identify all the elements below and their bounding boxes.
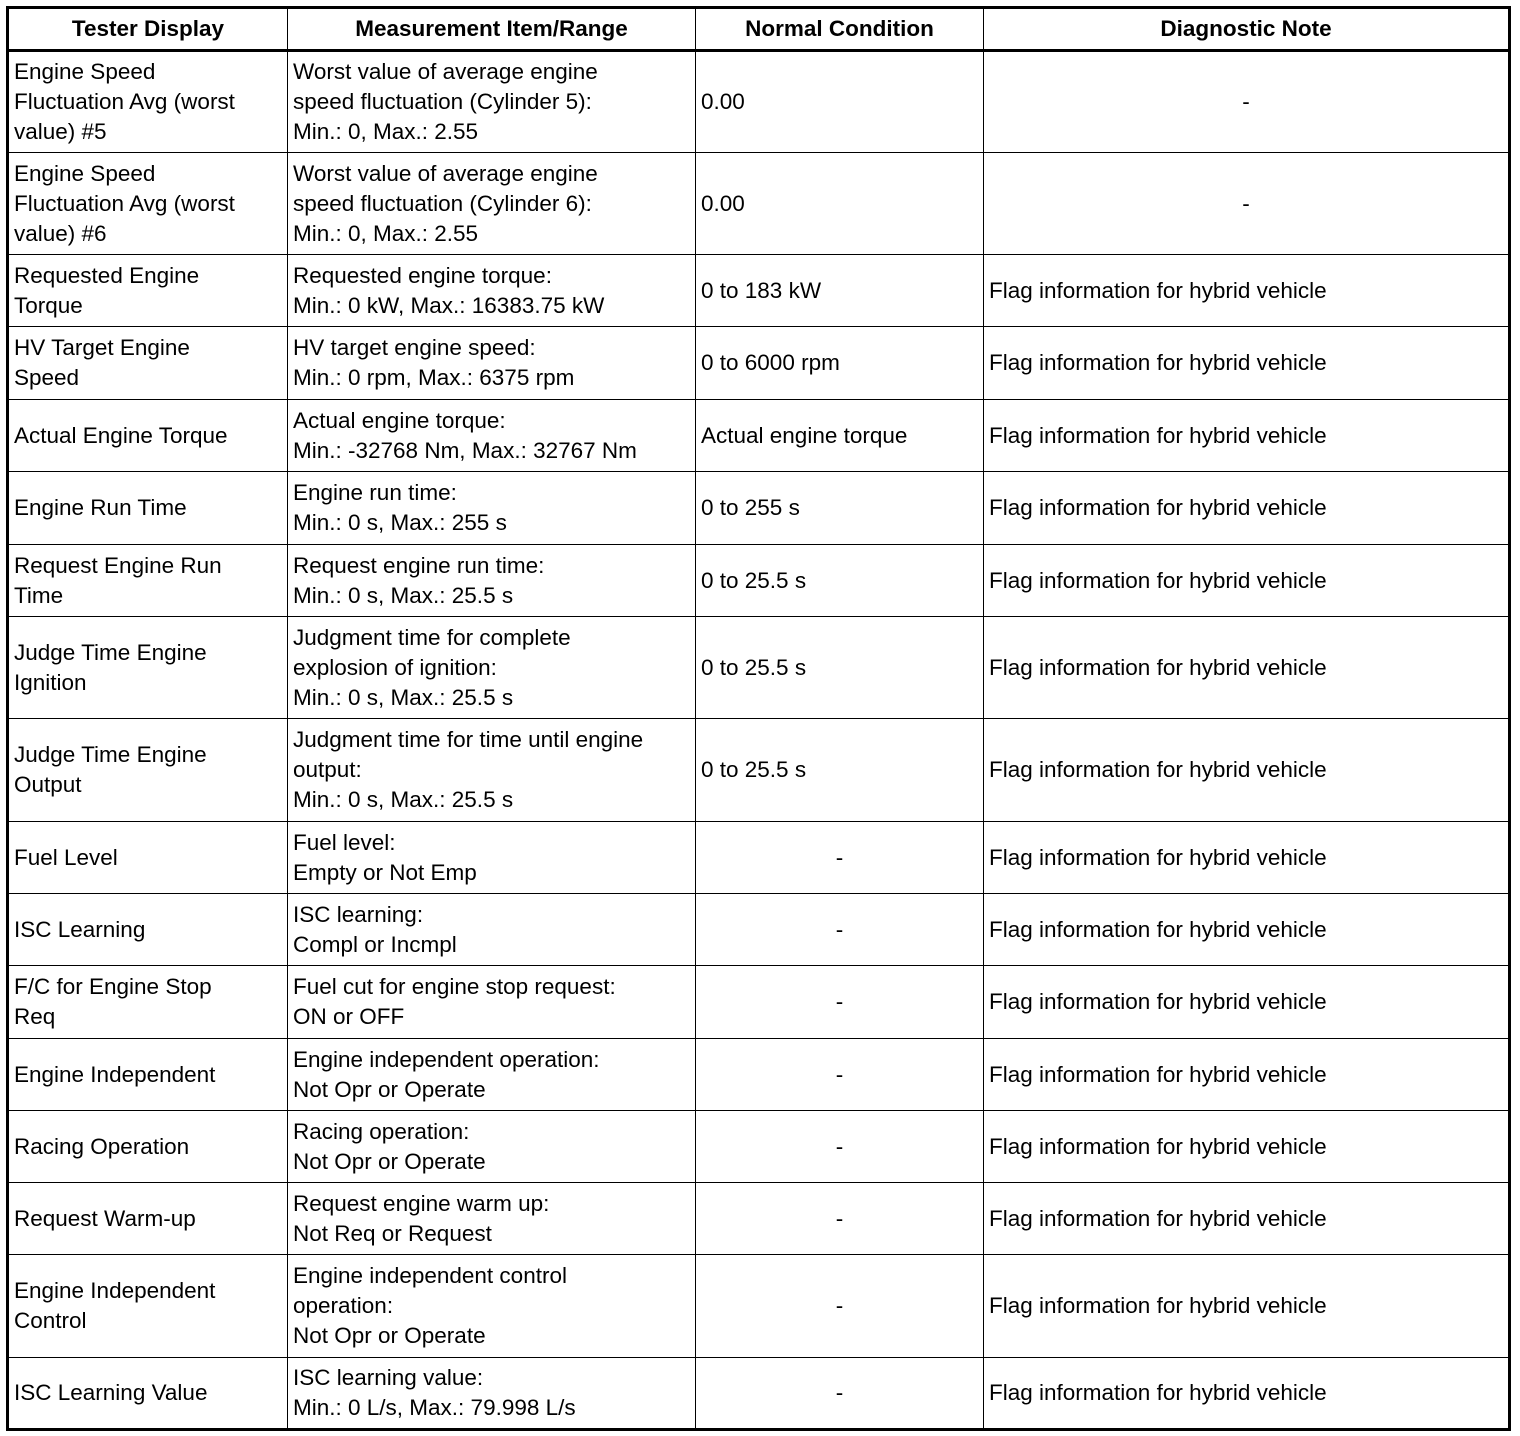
tester-display-line: Fuel Level [14, 844, 118, 870]
table-row [8, 255, 1510, 327]
cell-measurement-item-range [288, 327, 696, 400]
tester-display-line: Judge Time Engine [14, 742, 207, 767]
measurement-line: Min.: 0 s, Max.: 25.5 s [293, 787, 514, 812]
cell-tester-display [8, 1039, 288, 1111]
table-row [8, 1255, 1510, 1358]
cell-normal-condition: 0.00 [696, 153, 984, 255]
cell-diagnostic-note: Flag information for hybrid vehicle [984, 719, 1510, 822]
measurement-line: Min.: 0 rpm, Max.: 6375 rpm [293, 365, 575, 390]
measurement-line: Not Opr or Operate [293, 1148, 486, 1174]
table-row [8, 327, 1510, 400]
tester-display-line: Engine Speed [14, 59, 156, 84]
measurement-line: Empty or Not Emp [293, 859, 477, 885]
cell-measurement-item-range [288, 894, 696, 966]
tester-display-line: Engine Speed [14, 160, 156, 186]
measurement-line: Request engine run time: [293, 552, 545, 578]
table-row [8, 51, 1510, 153]
cell-measurement-item-range [288, 1111, 696, 1183]
cell-normal-condition: 0 to 25.5 s [696, 719, 984, 822]
cell-measurement-item-range [288, 472, 696, 545]
measurement-line: Not Opr or Operate [293, 1076, 486, 1102]
cell-measurement-item-range [288, 255, 696, 327]
measurement-line: Judgment time for complete [293, 624, 571, 650]
cell-normal-condition: - [696, 1111, 984, 1183]
measurement-line: Engine independent operation: [293, 1046, 600, 1072]
table-row [8, 822, 1510, 894]
tester-display-line: Engine Independent [14, 1278, 216, 1303]
cell-tester-display [8, 1255, 288, 1358]
cell-tester-display [8, 545, 288, 617]
measurement-line: Compl or Incmpl [293, 931, 457, 957]
table-row [8, 1358, 1510, 1430]
cell-diagnostic-note: Flag information for hybrid vehicle [984, 966, 1510, 1039]
tester-display-line: Request Engine Run [14, 552, 222, 578]
measurement-line: Engine run time: [293, 480, 457, 505]
tester-display-line: Fluctuation Avg (worst [14, 190, 235, 216]
tester-display-line: Ignition [14, 669, 87, 695]
cell-normal-condition: 0 to 6000 rpm [696, 327, 984, 400]
tester-display-line: Requested Engine [14, 262, 200, 288]
tester-display-line: value) #6 [14, 220, 107, 246]
measurement-line: Min.: -32768 Nm, Max.: 32767 Nm [293, 437, 637, 463]
cell-tester-display [8, 894, 288, 966]
cell-normal-condition: 0 to 25.5 s [696, 545, 984, 617]
measurement-line: output: [293, 757, 362, 782]
cell-diagnostic-note: Flag information for hybrid vehicle [984, 472, 1510, 545]
cell-normal-condition: - [696, 1039, 984, 1111]
cell-tester-display [8, 255, 288, 327]
tester-display-line: Control [14, 1308, 87, 1333]
tester-display-line: ISC Learning [14, 916, 146, 942]
measurement-line: Min.: 0 s, Max.: 25.5 s [293, 684, 514, 710]
measurement-line: explosion of ignition: [293, 654, 497, 680]
cell-measurement-item-range [288, 51, 696, 153]
tester-display-line: Output [14, 772, 82, 797]
cell-diagnostic-note: Flag information for hybrid vehicle [984, 327, 1510, 400]
cell-diagnostic-note: Flag information for hybrid vehicle [984, 822, 1510, 894]
cell-measurement-item-range [288, 1039, 696, 1111]
table-row [8, 472, 1510, 545]
cell-diagnostic-note: Flag information for hybrid vehicle [984, 545, 1510, 617]
measurement-line: Request engine warm up: [293, 1190, 550, 1216]
cell-measurement-item-range [288, 719, 696, 822]
cell-normal-condition: 0 to 255 s [696, 472, 984, 545]
tester-display-line: value) #5 [14, 119, 107, 144]
column-header-tester-display: Tester Display [8, 8, 288, 51]
cell-measurement-item-range [288, 400, 696, 472]
cell-measurement-item-range [288, 1183, 696, 1255]
tester-display-line: Torque [14, 292, 83, 318]
cell-diagnostic-note: - [984, 51, 1510, 153]
cell-normal-condition: 0 to 25.5 s [696, 617, 984, 719]
cell-measurement-item-range [288, 1358, 696, 1430]
tester-display-line: Req [14, 1004, 56, 1029]
tester-display-line: Fluctuation Avg (worst [14, 89, 235, 114]
measurement-line: speed fluctuation (Cylinder 6): [293, 190, 592, 216]
tester-display-line: Racing Operation [14, 1133, 190, 1159]
measurement-line: Min.: 0 L/s, Max.: 79.998 L/s [293, 1395, 576, 1420]
cell-normal-condition: Actual engine torque [696, 400, 984, 472]
cell-tester-display [8, 1183, 288, 1255]
column-header-diagnostic-note: Diagnostic Note [984, 8, 1510, 51]
tester-display-line: Engine Independent [14, 1061, 216, 1087]
measurement-line: Min.: 0, Max.: 2.55 [293, 119, 479, 144]
measurement-line: HV target engine speed: [293, 335, 536, 360]
cell-diagnostic-note: Flag information for hybrid vehicle [984, 1255, 1510, 1358]
measurement-line: speed fluctuation (Cylinder 5): [293, 89, 592, 114]
table-row [8, 966, 1510, 1039]
measurement-line: Worst value of average engine [293, 59, 598, 84]
tester-display-line: Time [14, 582, 64, 608]
cell-tester-display [8, 1358, 288, 1430]
measurement-line: Not Req or Request [293, 1220, 492, 1246]
measurement-line: Worst value of average engine [293, 160, 598, 186]
cell-diagnostic-note: - [984, 153, 1510, 255]
cell-tester-display [8, 719, 288, 822]
table-row [8, 894, 1510, 966]
tester-display-line: Judge Time Engine [14, 639, 207, 665]
cell-normal-condition: - [696, 966, 984, 1039]
cell-tester-display [8, 822, 288, 894]
cell-measurement-item-range [288, 822, 696, 894]
cell-diagnostic-note: Flag information for hybrid vehicle [984, 1039, 1510, 1111]
cell-tester-display [8, 51, 288, 153]
cell-measurement-item-range [288, 153, 696, 255]
table-row [8, 617, 1510, 719]
cell-measurement-item-range [288, 545, 696, 617]
cell-tester-display [8, 472, 288, 545]
cell-tester-display [8, 153, 288, 255]
table-row [8, 153, 1510, 255]
cell-tester-display [8, 1111, 288, 1183]
cell-normal-condition: - [696, 1358, 984, 1430]
measurement-line: Not Opr or Operate [293, 1323, 486, 1348]
table-row [8, 1039, 1510, 1111]
cell-measurement-item-range [288, 1255, 696, 1358]
tester-display-line: F/C for Engine Stop [14, 974, 212, 999]
cell-diagnostic-note: Flag information for hybrid vehicle [984, 400, 1510, 472]
table-row [8, 400, 1510, 472]
cell-normal-condition: - [696, 822, 984, 894]
measurement-line: operation: [293, 1293, 394, 1318]
column-header-measurement-item-range: Measurement Item/Range [288, 8, 696, 51]
measurement-line: Engine independent control [293, 1263, 567, 1288]
cell-diagnostic-note: Flag information for hybrid vehicle [984, 1111, 1510, 1183]
measurement-line: ISC learning value: [293, 1365, 484, 1390]
cell-diagnostic-note: Flag information for hybrid vehicle [984, 1183, 1510, 1255]
cell-tester-display [8, 966, 288, 1039]
measurement-line: ON or OFF [293, 1004, 405, 1029]
tester-display-line: Engine Run Time [14, 495, 187, 520]
measurement-line: Min.: 0, Max.: 2.55 [293, 220, 479, 246]
cell-diagnostic-note: Flag information for hybrid vehicle [984, 1358, 1510, 1430]
measurement-line: Requested engine torque: [293, 262, 552, 288]
measurement-line: Fuel level: [293, 829, 396, 855]
table-header [8, 8, 1510, 51]
cell-normal-condition: - [696, 1183, 984, 1255]
cell-measurement-item-range [288, 966, 696, 1039]
cell-tester-display [8, 327, 288, 400]
cell-tester-display [8, 617, 288, 719]
data-list-table [6, 6, 1511, 1431]
cell-normal-condition: - [696, 1255, 984, 1358]
table-row [8, 545, 1510, 617]
tester-display-line: Actual Engine Torque [14, 422, 228, 448]
measurement-line: Min.: 0 kW, Max.: 16383.75 kW [293, 292, 605, 318]
table-row [8, 719, 1510, 822]
measurement-line: Actual engine torque: [293, 407, 506, 433]
cell-diagnostic-note: Flag information for hybrid vehicle [984, 617, 1510, 719]
tester-display-line: ISC Learning Value [14, 1380, 208, 1405]
table-body [8, 51, 1510, 1430]
measurement-line: Fuel cut for engine stop request: [293, 974, 616, 999]
table-row [8, 1111, 1510, 1183]
cell-normal-condition: 0 to 183 kW [696, 255, 984, 327]
measurement-line: Judgment time for time until engine [293, 727, 644, 752]
column-header-normal-condition: Normal Condition [696, 8, 984, 51]
cell-tester-display [8, 400, 288, 472]
tester-display-line: Request Warm-up [14, 1205, 196, 1231]
measurement-line: Min.: 0 s, Max.: 255 s [293, 510, 507, 535]
cell-diagnostic-note: Flag information for hybrid vehicle [984, 894, 1510, 966]
measurement-line: Min.: 0 s, Max.: 25.5 s [293, 582, 514, 608]
table-row [8, 1183, 1510, 1255]
measurement-line: Racing operation: [293, 1118, 470, 1144]
tester-display-line: HV Target Engine [14, 335, 190, 360]
header-row [8, 8, 1510, 51]
measurement-line: ISC learning: [293, 901, 424, 927]
cell-diagnostic-note: Flag information for hybrid vehicle [984, 255, 1510, 327]
cell-measurement-item-range [288, 617, 696, 719]
tester-display-line: Speed [14, 365, 80, 390]
cell-normal-condition: - [696, 894, 984, 966]
cell-normal-condition: 0.00 [696, 51, 984, 153]
